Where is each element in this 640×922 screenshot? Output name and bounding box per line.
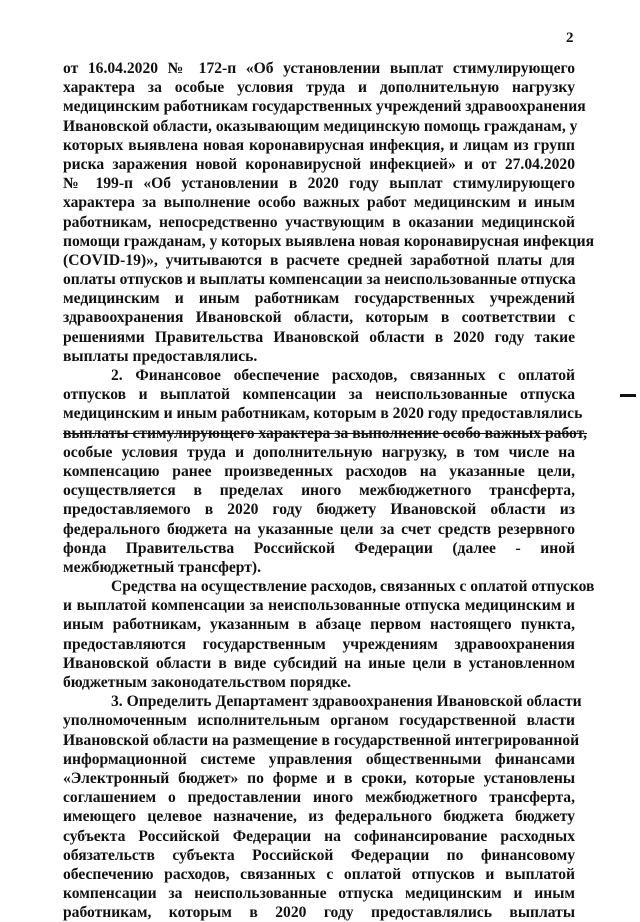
text-line: обязательств субъекта Российской Федерации по финансовому <box>63 846 575 864</box>
text-line: Ивановской области на размещение в государственной интегрированной <box>63 731 580 749</box>
text-line: работникам, которым в 2020 году предоставлялись выплаты <box>63 904 575 922</box>
text-line: фонда Правительства Российской Федерации (далее - иной <box>63 539 575 557</box>
text-line: осуществляется в пределах иного межбюджетного трансферта, <box>63 482 575 500</box>
text-line: оплаты отпусков и выплаты компенсации за неиспользованные отпуска <box>63 271 576 289</box>
text-line: предоставляются государственным учреждениям здравоохранения <box>63 635 575 653</box>
text-line: характера за выполнение особо важных работ медицинским и иным <box>63 194 575 212</box>
text-line: риска заражения новой коронавирусной инфекцией» и от 27.04.2020 <box>63 155 575 173</box>
text-line: компенсацию ранее произведенных расходов на указанные цели, <box>63 462 575 480</box>
text-line: выплаты предоставлялись. <box>63 347 258 365</box>
text-line: медицинским работникам государственных учреждений здравоохранения <box>63 98 586 116</box>
text-line: субъекта Российской Федерации на софинансирование расходных <box>63 827 575 845</box>
text-line: иным работникам, указанным в абзаце первом настоящего пункта, <box>63 616 575 634</box>
margin-dash-mark <box>620 394 636 397</box>
text-line: особые условия труда и дополнительную нагрузку, в том числе на <box>63 443 575 461</box>
text-line: Ивановской области в виде субсидий на иные цели в установленном <box>63 654 575 672</box>
text-line: медицинским и иным работникам государственных учреждений <box>63 290 575 308</box>
text-line: бюджетным законодательством порядке. <box>63 674 352 691</box>
text-line: (COVID-19)», учитываются в расчете средней заработной платы для <box>63 251 575 269</box>
text-line: отпусков и выплатой компенсации за неиспользованные отпуска <box>63 386 575 404</box>
text-line: межбюджетный трансферт). <box>63 558 262 576</box>
text-line: Ивановской области, оказывающим медицинскую помощь гражданам, у <box>63 117 578 135</box>
text-line: федерального бюджета на указанные цели за счет средств резервного <box>63 520 575 538</box>
text-line: решениями Правительства Ивановской области в 2020 году такие <box>63 328 575 346</box>
text-line: медицинским и иным работникам, которым в 2020 году предоставлялись <box>63 405 583 423</box>
text-line: характера за особые условия труда и дополнительную нагрузку <box>63 79 575 97</box>
text-line: и выплатой компенсации за неиспользованные отпуска медицинским и <box>63 597 575 615</box>
text-line: соглашением о предоставлении иного межбюджетного трансферта, <box>63 789 575 807</box>
text-line: имеющего целевое назначение, из федерального бюджета бюджету <box>63 808 575 826</box>
text-line: информационной системе управления общественными финансами <box>63 750 575 768</box>
text-line: 2. Финансовое обеспечение расходов, связанных с оплатой <box>111 367 575 384</box>
text-line: Средства на осуществление расходов, связанных с оплатой отпусков <box>111 578 595 596</box>
text-line: «Электронный бюджет» по форме и в сроки, которые установлены <box>63 769 575 787</box>
text-line: 3. Определить Департамент здравоохранения Ивановской области <box>111 693 582 711</box>
text-line: выплаты стимулирующего характера за выполнение особо важных работ, <box>63 424 588 442</box>
text-line: уполномоченным исполнительным органом государственной власти <box>63 712 575 730</box>
text-line: помощи гражданам, у которых выявлена новая коронавирусная инфекция <box>63 232 595 250</box>
text-line: здравоохранения Ивановской области, которым в соответствии с <box>63 309 575 327</box>
text-line: работникам, непосредственно участвующим в оказании медицинской <box>63 213 575 231</box>
text-line: компенсации за неиспользованные отпуска медицинским и иным <box>63 885 575 903</box>
document-body <box>63 59 595 922</box>
text-line: от 16.04.2020 № 172-п «Об установлении выплат стимулирующего <box>63 60 575 77</box>
text-line: предоставляемого в 2020 году бюджету Ивановской области из <box>63 501 575 519</box>
text-line: которых выявлена новая коронавирусная инфекция, и лицам из групп <box>63 136 575 154</box>
text-line: обеспечению расходов, связанных с оплатой отпусков и выплатой <box>63 865 575 883</box>
page-number: 2 <box>566 30 574 46</box>
text-line: № 199-п «Об установлении в 2020 году выплат стимулирующего <box>63 175 575 193</box>
